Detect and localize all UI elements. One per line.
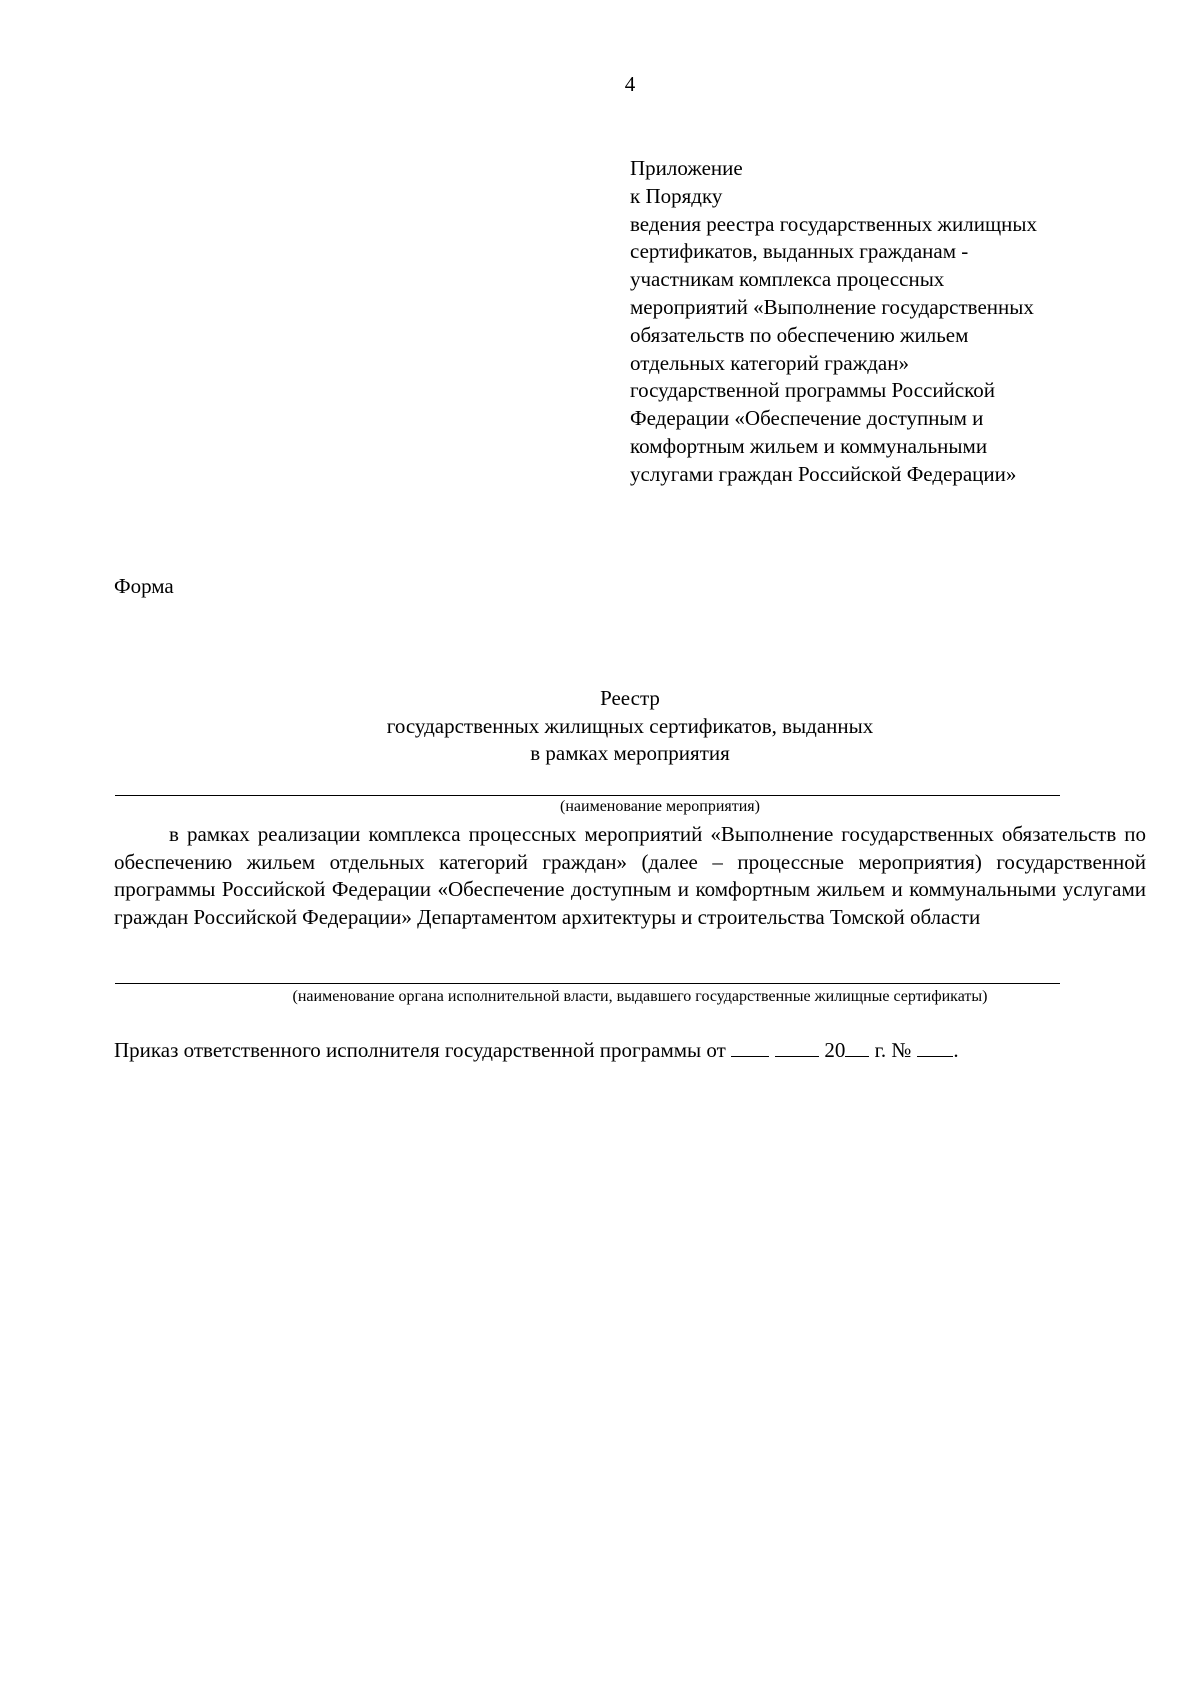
- appendix-line: сертификатов, выданных гражданам -: [630, 239, 969, 264]
- order-year-blank[interactable]: [845, 1038, 869, 1057]
- registry-title-line: Реестр: [600, 686, 660, 710]
- event-name-caption: (наименование мероприятия): [560, 798, 760, 815]
- appendix-line: обязательств по обеспечению жильем: [630, 322, 969, 347]
- appendix-line: ведения реестра государственных жилищных: [630, 211, 1037, 236]
- appendix-line: мероприятий «Выполнение государственных: [630, 294, 1034, 319]
- body-paragraph: в рамках реализации комплекса процессных мероприятий «Выполнение государственных обязательств по обеспечению жильем отдельных категорий граждан» (далее – процессные мероприятия) государственной программы Российской Федерации «Обеспечение доступным и комфортным жильем и коммунальными услугами граждан Российской Федерации» Департаментом архитектуры и строительства Томской области: [114, 822, 1146, 929]
- page-number: 4: [624, 72, 636, 96]
- registry-title: [114, 685, 1146, 768]
- order-month-blank[interactable]: [775, 1038, 819, 1057]
- appendix-line: Приложение: [630, 156, 743, 180]
- order-end: .: [953, 1038, 959, 1062]
- order-prefix: Приказ ответственного исполнителя государственной программы от: [114, 1038, 726, 1062]
- order-year-prefix: 20: [824, 1038, 846, 1062]
- order-number-blank[interactable]: [917, 1038, 953, 1057]
- appendix-block: [630, 155, 1150, 489]
- order-line: [114, 1038, 1114, 1063]
- appendix-line: отдельных категорий граждан»: [630, 350, 909, 375]
- authority-name-fill-line[interactable]: [115, 983, 1060, 984]
- appendix-line: Федерации «Обеспечение доступным и: [630, 406, 984, 431]
- authority-name-caption: (наименование органа исполнительной власти, выдавшего государственные жилищные сертификаты): [292, 988, 988, 1005]
- appendix-line: услугами граждан Российской Федерации»: [630, 461, 1017, 486]
- order-day-blank[interactable]: [731, 1038, 769, 1057]
- appendix-line: комфортным жильем и коммунальными: [630, 433, 988, 458]
- form-label: Форма: [114, 574, 174, 598]
- appendix-line: к Порядку: [630, 183, 723, 208]
- appendix-line: участникам комплекса процессных: [630, 267, 945, 292]
- registry-title-line: в рамках мероприятия: [530, 741, 730, 765]
- registry-title-line: государственных жилищных сертификатов, выданных: [386, 713, 874, 738]
- event-name-fill-line[interactable]: [115, 795, 1060, 796]
- order-number-label: г. №: [874, 1038, 912, 1062]
- appendix-line: государственной программы Российской: [630, 378, 996, 403]
